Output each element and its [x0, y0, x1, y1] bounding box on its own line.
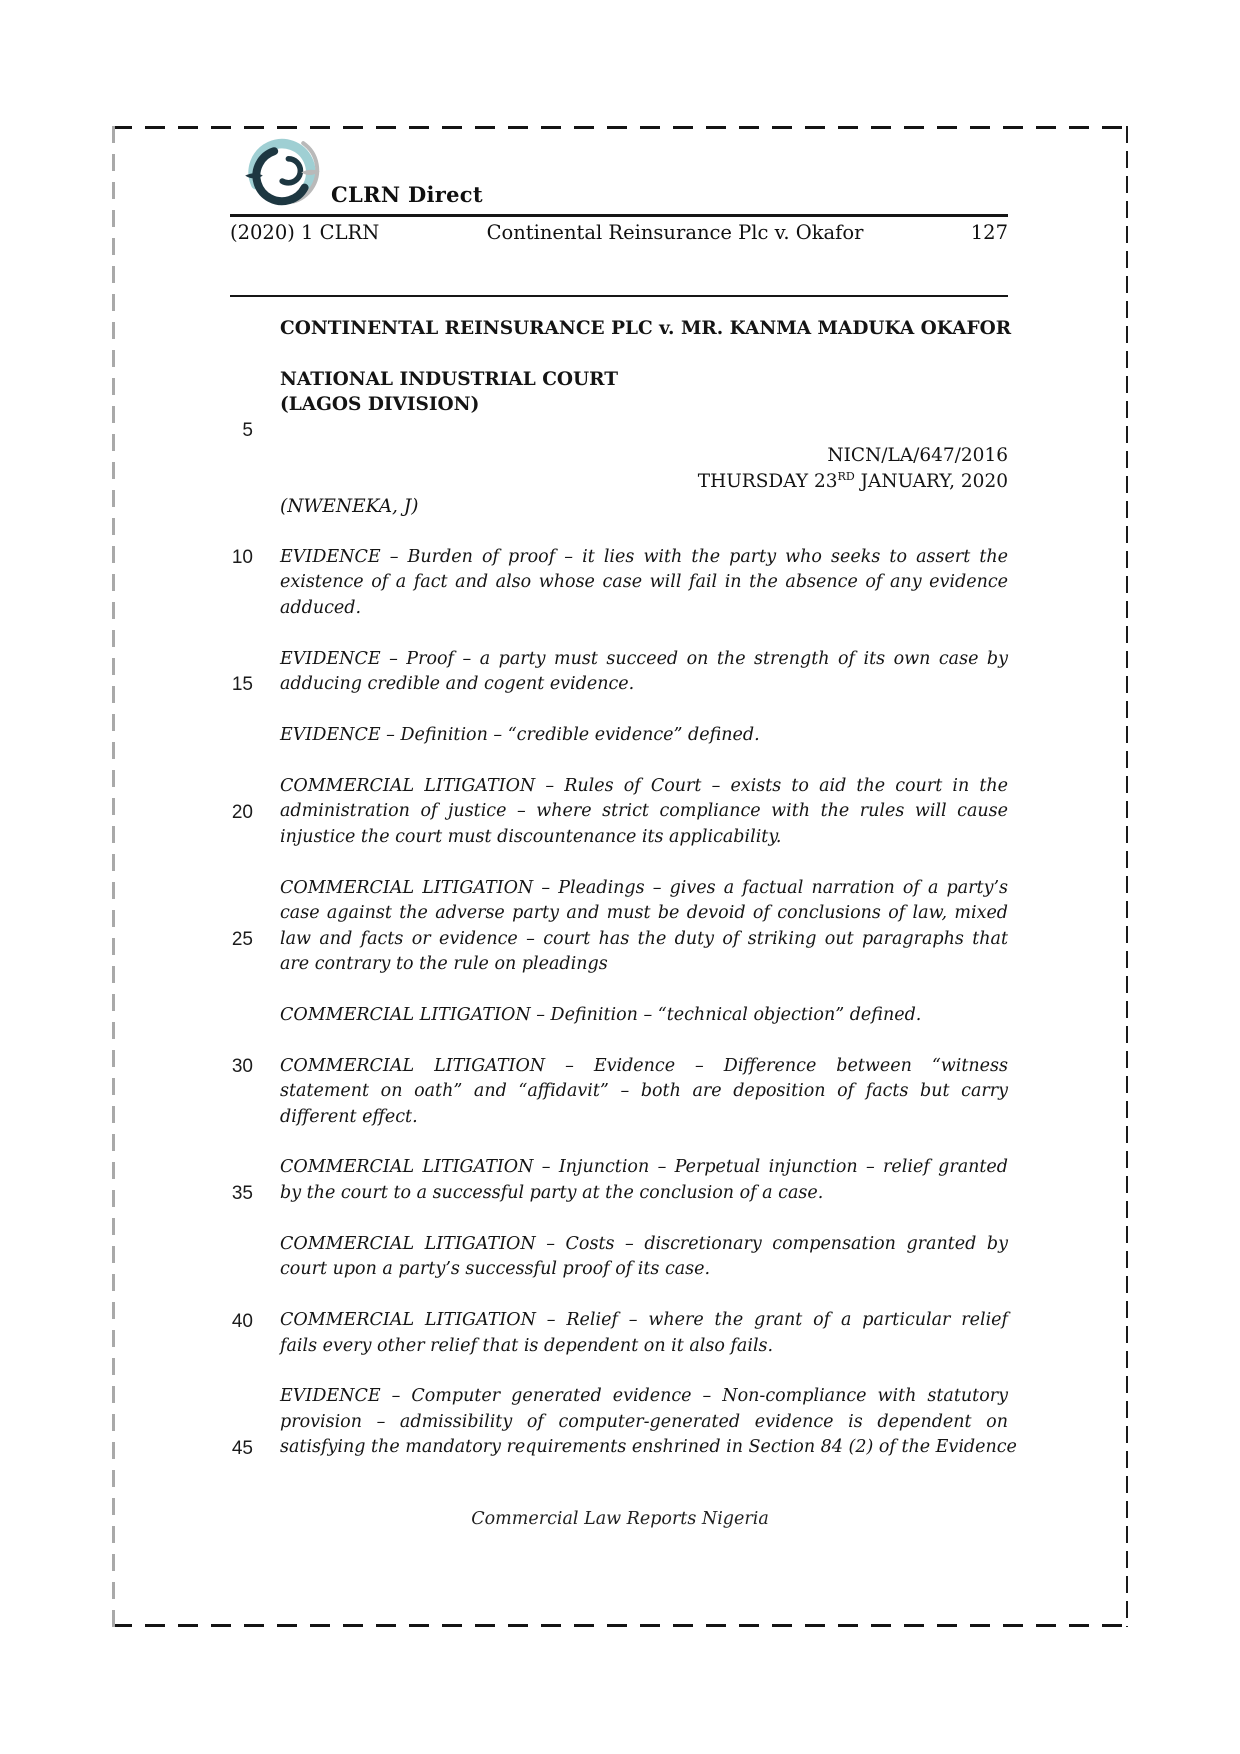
header-rule	[230, 214, 1008, 217]
clrn-logo-icon	[234, 134, 330, 214]
line-number: 40	[231, 1310, 253, 1332]
text-line	[280, 469, 1008, 494]
headnote-paragraph	[280, 774, 1008, 850]
blank-line	[280, 850, 1008, 875]
text-line	[280, 698, 1008, 723]
text-line: EVIDENCE – Computer generated evidence – Non-compliance with statutory	[280, 1386, 1008, 1407]
text-line	[280, 1283, 1008, 1308]
judge-block	[280, 494, 1008, 519]
headnote-paragraph	[280, 647, 1008, 698]
brand-title: CLRN Direct	[331, 182, 483, 207]
text-line: different effect.	[280, 1106, 418, 1127]
text-line	[280, 748, 1008, 773]
headnote-paragraph	[280, 545, 1008, 621]
text-line	[280, 850, 1008, 875]
running-head	[230, 221, 1008, 244]
blank-line	[280, 1359, 1008, 1384]
text-segment: JANUARY, 2020	[854, 470, 1008, 492]
blank-line	[280, 1283, 1008, 1308]
line-number: 10	[231, 547, 253, 569]
blank-line	[280, 977, 1008, 1002]
text-line: adducing credible and cogent evidence.	[280, 674, 635, 695]
footer-text: Commercial Law Reports Nigeria	[471, 1509, 769, 1529]
line-number: 15	[231, 674, 253, 696]
text-line: COMMERCIAL LITIGATION – Evidence – Difference between “witness	[280, 1055, 1008, 1076]
text-line	[280, 1359, 1008, 1384]
text-line: (NWENEKA, J)	[280, 496, 419, 518]
text-line: provision – admissibility of computer-generated evidence is dependent on	[280, 1411, 1008, 1432]
line-number: 35	[231, 1183, 253, 1205]
text-line: COMMERCIAL LITIGATION – Definition – “technical objection” defined.	[280, 1004, 922, 1025]
right-block	[280, 443, 1008, 494]
headnote-paragraph	[280, 1384, 1017, 1460]
text-line: case against the adverse party and must be devoid of conclusions of law, mixed	[280, 903, 1008, 924]
text-line: EVIDENCE – Proof – a party must succeed on the strength of its own case by	[280, 648, 1008, 669]
line-number: 5	[242, 419, 253, 441]
citation: (2020) 1 CLRN	[230, 221, 380, 244]
text-line: fails every other relief that is dependent on it also fails.	[280, 1335, 774, 1356]
line-number: 30	[231, 1056, 253, 1078]
text-line	[280, 977, 1008, 1002]
running-title: Continental Reinsurance Plc v. Okafor	[486, 221, 864, 244]
blank-line	[280, 698, 1008, 723]
text-line	[280, 1028, 1008, 1053]
line-number: 20	[231, 801, 253, 823]
blank-line	[280, 341, 1008, 366]
text-line: statement on oath” and “affidavit” – both are deposition of facts but carry	[280, 1081, 1008, 1102]
text-line	[280, 520, 1008, 545]
ordinal-superscript: RD	[837, 469, 855, 483]
blank-line	[280, 520, 1008, 545]
headnote-paragraph	[280, 1054, 1008, 1130]
text-line: are contrary to the rule on pleadings	[280, 953, 608, 974]
text-line: injustice the court must discountenance its applicability.	[280, 826, 782, 847]
line-number: 25	[231, 928, 253, 950]
headnote-paragraph	[280, 1308, 1008, 1359]
text-line: CONTINENTAL REINSURANCE PLC v. MR. KANMA MADUKA OKAFOR	[280, 318, 1012, 339]
text-line	[280, 341, 1008, 366]
text-segment: THURSDAY 23	[697, 470, 838, 492]
title-rule	[230, 295, 1008, 297]
text-line: satisfying the mandatory requirements enshrined in Section 84 (2) of the Evidence	[280, 1437, 1017, 1458]
text-line: existence of a fact and also whose case will fail in the absence of any evidence	[280, 572, 1008, 593]
text-line: EVIDENCE – Burden of proof – it lies with the party who seeks to assert the	[280, 546, 1008, 567]
title-block	[280, 316, 1012, 341]
text-line: EVIDENCE – Definition – “credible evidence” defined.	[280, 725, 760, 745]
blank-line	[280, 748, 1008, 773]
page-border-left	[112, 126, 115, 1627]
text-line	[280, 418, 1008, 443]
headnote-paragraph	[280, 876, 1008, 978]
blank-line	[280, 1130, 1008, 1155]
text-line: COMMERCIAL LITIGATION – Pleadings – gives a factual narration of a party’s	[280, 877, 1008, 898]
body-lines	[280, 316, 1017, 1461]
blank-line	[280, 621, 1008, 646]
bold-block	[280, 367, 1008, 418]
text-line: administration of justice – where strict compliance with the rules will cause	[280, 801, 1008, 822]
text-line: court upon a party’s successful proof of its case.	[280, 1259, 711, 1280]
text-line: law and facts or evidence – court has the duty of striking out paragraphs that	[280, 928, 1008, 949]
text-line: COMMERCIAL LITIGATION – Rules of Court – exists to aid the court in the	[280, 775, 1008, 796]
text-line: by the court to a successful party at the conclusion of a case.	[280, 1182, 824, 1203]
page-number: 127	[970, 221, 1008, 244]
line-number: 45	[231, 1437, 253, 1459]
text-line: NATIONAL INDUSTRIAL COURT	[280, 368, 618, 390]
blank-line	[280, 1206, 1008, 1231]
headnote-paragraph	[280, 1003, 1008, 1028]
blank-line	[280, 418, 1008, 443]
text-line: NICN/LA/647/2016	[827, 445, 1008, 467]
headnote-paragraph	[280, 1155, 1008, 1206]
page-border-bottom	[112, 1624, 1128, 1627]
page-border-top	[112, 126, 1128, 129]
line-number-gutter	[196, 316, 253, 1476]
text-line: (LAGOS DIVISION)	[280, 394, 480, 416]
blank-line	[280, 1028, 1008, 1053]
headnote-paragraph	[280, 723, 1008, 748]
page-border-right	[1126, 126, 1128, 1627]
text-line	[280, 621, 1008, 646]
text-line	[280, 1130, 1008, 1155]
text-line: COMMERCIAL LITIGATION – Costs – discretionary compensation granted by	[280, 1233, 1008, 1254]
text-line	[280, 1206, 1008, 1231]
headnote-paragraph	[280, 1232, 1008, 1283]
text-line: adduced.	[280, 597, 362, 618]
text-line: COMMERCIAL LITIGATION – Injunction – Perpetual injunction – relief granted	[280, 1157, 1008, 1178]
text-line: COMMERCIAL LITIGATION – Relief – where the grant of a particular relief	[280, 1310, 1008, 1331]
